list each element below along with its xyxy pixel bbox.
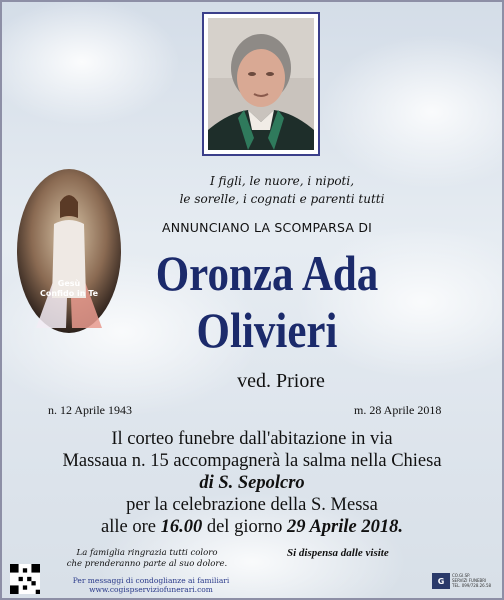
medallion-text-line2: Confido in Te [39,289,99,298]
no-visits-notice: Si dispensa dalle visite [287,547,389,559]
condolence-website-link[interactable]: www.cogispserviziofunerari.com [89,585,213,594]
agency-subtitle: SERVIZI FUNEBRI [452,578,487,583]
announcement-heading: ANNUNCIANO LA SCOMPARSA DI [161,220,373,235]
svg-text:G: G [437,577,445,586]
family-thanks [52,548,242,570]
death-date: m. 28 Aprile 2018 [354,403,442,417]
agency-details [452,573,491,588]
thanks-line-1: La famiglia ringrazia tutti coloro [76,548,218,558]
mourners-line-1: I figli, le nuore, i nipoti, [209,174,355,188]
birth-date: n. 12 Aprile 1943 [48,403,132,417]
qr-code-icon[interactable] [10,564,40,594]
mass-time: 16.00 [160,517,203,537]
condolence-contact [56,576,246,594]
agency-logo-icon [432,573,450,589]
funeral-line-2: Massaua n. 15 accompagnerà la salma nella Chiesa [62,451,442,471]
widow-of: ved. Priore [237,370,325,392]
mourners-list [2,172,502,208]
mourners-line-2: le sorelle, i cognati e parenti tutti [179,192,385,206]
agency-name: CO.GI.SP. [452,573,471,578]
day-prefix: del giorno [202,517,287,537]
deceased-surname: Olivieri [196,302,338,358]
funeral-time-line [2,516,502,538]
medallion-text-line1: Gesù [57,279,81,288]
time-prefix: alle ore [101,517,161,537]
mass-day: 29 Aprile 2018. [287,517,403,537]
church-name: di S. Sepolcro [199,473,305,493]
portrait-photo [202,12,320,156]
thanks-line-2: che prenderanno parte al suo dolore. [66,559,228,569]
contact-line-1: Per messaggi di condoglianze ai familiari [72,576,230,585]
funeral-line-4: per la celebrazione della S. Messa [126,495,378,515]
funeral-details [2,428,502,538]
funeral-line-1: Il corteo funebre dall'abitazione in via [111,429,393,449]
agency-phone: TEL. 099/728.26.58 [452,583,492,588]
deceased-first-names: Oronza Ada [155,245,379,301]
